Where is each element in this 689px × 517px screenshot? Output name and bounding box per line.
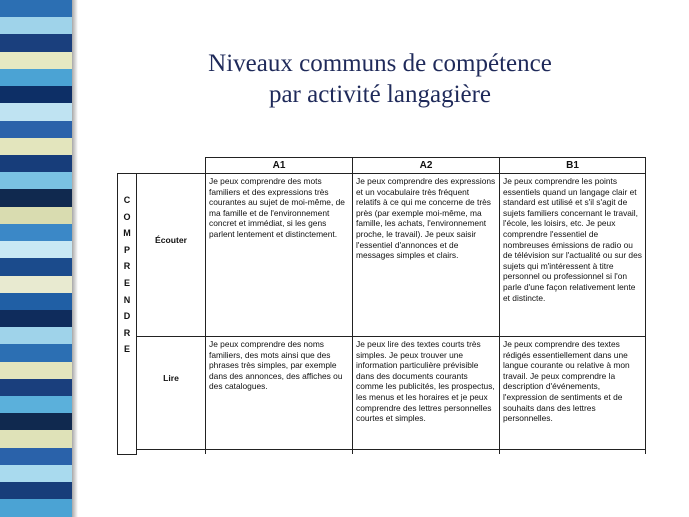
- cell-lire-a2: Je peux lire des textes courts très simples. Je peux trouver une information particulière prévisible dans des documents courants comme les publicités, les prospectus, les menus et les horaires et je peux comprendre des lettres personnelles courtes et simples.: [353, 337, 500, 450]
- table-header-empty: [118, 158, 206, 174]
- vertical-letter: P: [123, 244, 130, 255]
- vertical-letter: M: [123, 228, 131, 239]
- vertical-letter: E: [123, 277, 130, 288]
- competence-table: [117, 157, 646, 455]
- decorative-band: [0, 17, 72, 34]
- vertical-letter: R: [123, 327, 131, 338]
- cell-lire-b1: Je peux comprendre des textes rédigés essentiellement dans une langue courante ou relative à mon travail. Je peux comprendre la description d'événements, l'expression de sentiments et de souhaits dans des lettres personnelles.: [500, 337, 646, 450]
- decorative-band: [0, 362, 72, 379]
- vertical-letter: D: [123, 311, 131, 322]
- table-row-continuation: [118, 450, 646, 455]
- decorative-band: [0, 465, 72, 482]
- decorative-band: [0, 121, 72, 138]
- decorative-band: [0, 155, 72, 172]
- vertical-letter: C: [123, 195, 131, 205]
- decorative-band: [0, 396, 72, 413]
- decorative-band: [0, 241, 72, 258]
- decorative-band: [0, 482, 72, 499]
- vertical-letter: E: [123, 344, 130, 355]
- decorative-band: [0, 103, 72, 120]
- decorative-band: [0, 379, 72, 396]
- table-row: [118, 174, 646, 337]
- comprendre-vertical-label: [118, 174, 137, 455]
- slide-title-line-2: par activité langagière: [268, 81, 492, 108]
- decorative-band: [0, 86, 72, 103]
- decorative-band: [0, 207, 72, 224]
- cell-lire-a1: Je peux comprendre des noms familiers, des mots ainsi que des phrases très simples, par exemple dans des annonces, des affiches ou des catalogues.: [206, 337, 353, 450]
- decorative-band: [0, 499, 72, 516]
- vertical-letter: O: [123, 211, 131, 222]
- table-header-b1: B1: [500, 158, 646, 174]
- vertical-letter: R: [123, 261, 131, 272]
- cell-ecouter-b1: Je peux comprendre les points essentiels quand un langage clair et standard est utilisé et s'il s'agit de sujets familiers concernant le travail, l'école, les loisirs, etc. Je peux comprendre l'essentiel de nombreuses émissions de radio ou de télévision sur l'actualité ou sur des sujets qui m'intéressent à titre personnel ou professionnel si l'on parle d'une façon relativement lente et distincte.: [500, 174, 646, 337]
- decorative-band: [0, 138, 72, 155]
- vertical-letter: N: [123, 294, 131, 305]
- decorative-band: [0, 0, 72, 17]
- slide-title-line-1: Niveaux communs de compétence: [208, 50, 552, 77]
- cell-ecouter-a2: Je peux comprendre des expressions et un vocabulaire très fréquent relatifs à ce qui me concerne de très près (par exemple moi-même, ma famille, les achats, l'environnement proche, le travail). Je peux saisir l'essentiel d'annonces et de messages simples et clairs.: [353, 174, 500, 337]
- decorative-band: [0, 69, 72, 86]
- table-header-a2: A2: [353, 158, 500, 174]
- table-cell-empty: [137, 450, 206, 455]
- table-row: [118, 337, 646, 450]
- table-header-row: [118, 158, 646, 174]
- decorative-band: [0, 34, 72, 51]
- decorative-band: [0, 344, 72, 361]
- decorative-band: [0, 189, 72, 206]
- table-cell-empty: [500, 450, 646, 455]
- decorative-band: [0, 293, 72, 310]
- decorative-band: [0, 172, 72, 189]
- skill-label-ecouter: Écouter: [137, 174, 206, 337]
- decorative-stripe-bar: [0, 0, 72, 517]
- decorative-stripe-shadow: [72, 0, 78, 517]
- decorative-band: [0, 327, 72, 344]
- decorative-band: [0, 430, 72, 447]
- decorative-band: [0, 224, 72, 241]
- table-header-a1: A1: [206, 158, 353, 174]
- decorative-band: [0, 52, 72, 69]
- cell-ecouter-a1: Je peux comprendre des mots familiers et des expressions très courantes au sujet de moi-même, de ma famille et de l'environnement concret et immédiat, si les gens parlent lentement et distinctement.: [206, 174, 353, 337]
- decorative-band: [0, 258, 72, 275]
- table-cell-empty: [206, 450, 353, 455]
- table-cell-empty: [353, 450, 500, 455]
- skill-label-lire: Lire: [137, 337, 206, 450]
- decorative-band: [0, 448, 72, 465]
- slide-title: [90, 48, 670, 110]
- decorative-band: [0, 276, 72, 293]
- decorative-band: [0, 413, 72, 430]
- decorative-band: [0, 310, 72, 327]
